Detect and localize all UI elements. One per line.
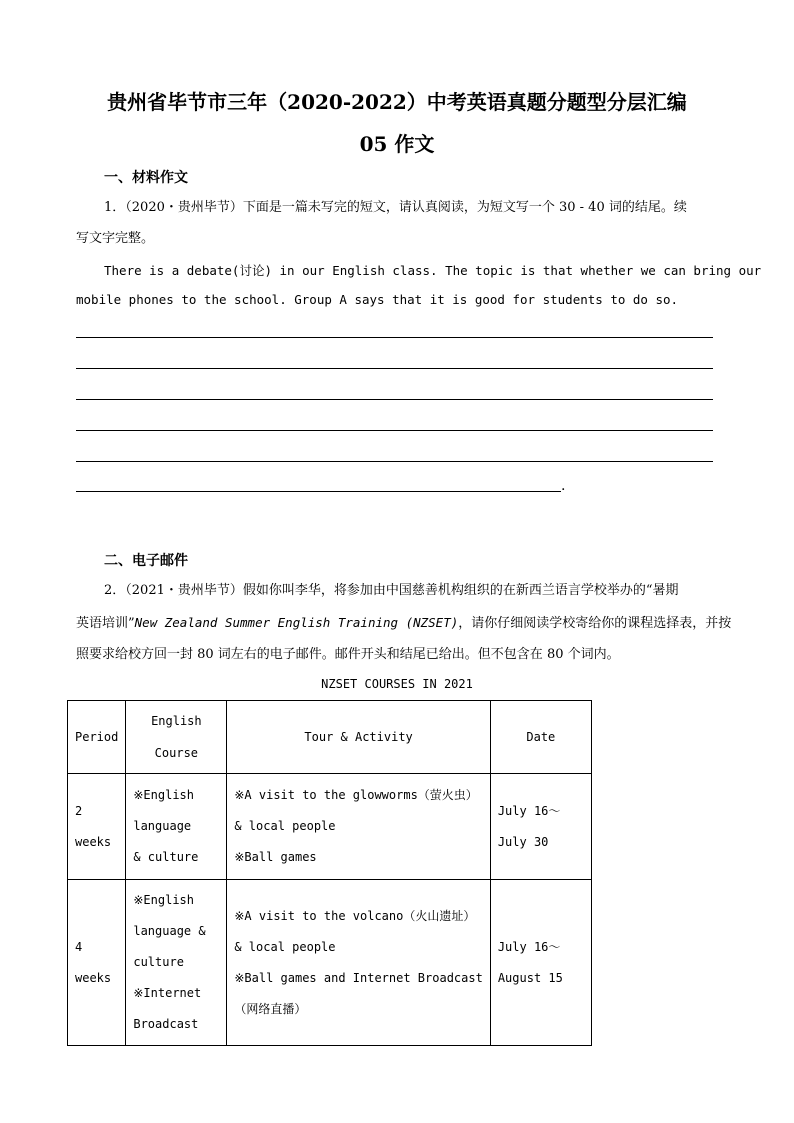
question-2-training-cn: 英语培训” (76, 616, 135, 631)
answer-line[interactable] (76, 399, 713, 400)
row-2-tour-line: ※A visit to the volcano（火山遗址） (234, 908, 476, 923)
row-1-period-unit: weeks (75, 834, 112, 849)
passage-line-1: There is a debate(讨论) in our English class. The topic is that whether we can bring our (104, 263, 762, 278)
answer-line[interactable] (76, 368, 713, 369)
row-1-course-line: & culture (133, 850, 199, 864)
question-1-intro: 1．（2020・贵州毕节）下面是一篇未写完的短文，请认真阅读，为短文写一个 30 - 40 词的结尾。续 (104, 200, 687, 215)
section-heading-email: 二、电子邮件 (104, 553, 188, 569)
row-1-period (68, 774, 126, 880)
answer-line[interactable] (76, 430, 713, 431)
end-period: . (561, 478, 566, 494)
row-1-course-line: language (133, 819, 192, 833)
table-row (68, 880, 592, 1046)
row-2-course-line: language & (133, 924, 206, 938)
question-2-training-en: New Zealand Summer English Training (NZSET) (134, 615, 459, 630)
row-2-tour-line: ※Ball games and Internet Broadcast (234, 970, 483, 985)
row-2-course-line: culture (133, 955, 184, 969)
row-1-tour (227, 774, 490, 880)
row-2-tour-line: & local people (234, 939, 336, 954)
row-2-period-number: 4 (75, 939, 83, 954)
row-1-course-line: ※English (133, 788, 194, 802)
row-2-period (68, 880, 126, 1046)
courses-table (67, 700, 592, 1046)
row-1-period-number: 2 (75, 803, 83, 818)
row-2-course-line: Broadcast (133, 1017, 199, 1031)
row-1-date-end: July 30 (497, 834, 549, 849)
question-2-line-1: 2．（2021・贵州毕节）假如你叫李华，将参加由中国慈善机构组织的在新西兰语言学校举办的“暑期 (104, 583, 679, 598)
row-1-tour-line: ※A visit to the glowworms（萤火虫） (234, 788, 478, 802)
table-header-row (68, 701, 592, 774)
row-1-date-start: July 16～ (497, 803, 561, 818)
table-caption: NZSET COURSES IN 2021 (321, 677, 473, 691)
document-subtitle: 05 作文 (359, 132, 435, 156)
row-2-tour-line: （网络直播） (234, 1001, 307, 1016)
table-row (68, 774, 592, 880)
question-2-line-2-rest: ，请你仔细阅读学校寄给你的课程选择表，并按 (458, 616, 732, 631)
row-2-course (126, 880, 227, 1046)
document-title: 贵州省毕节市三年（2020-2022）中考英语真题分题型分层汇编 (107, 90, 687, 114)
header-tour: Tour & Activity (227, 701, 490, 774)
header-course-line-2: Course (154, 746, 199, 760)
row-2-period-unit: weeks (75, 970, 112, 985)
answer-line[interactable] (76, 337, 713, 338)
header-period: Period (68, 701, 126, 774)
row-2-date-end: August 15 (497, 970, 563, 985)
row-1-tour-line: ※Ball games (234, 850, 317, 864)
row-2-date (490, 880, 591, 1046)
answer-line-last[interactable] (76, 491, 561, 492)
header-course (126, 701, 227, 774)
row-2-tour (227, 880, 490, 1046)
passage-line-2: mobile phones to the school. Group A says that it is good for students to do so. (76, 292, 679, 307)
row-1-course (126, 774, 227, 880)
question-2-line-2 (76, 613, 731, 634)
row-1-tour-line: & local people (234, 819, 336, 833)
row-2-date-start: July 16～ (497, 939, 561, 954)
row-1-date (490, 774, 591, 880)
section-heading-material-writing: 一、材料作文 (104, 170, 188, 186)
question-1-intro-line2: 写文字完整。 (76, 231, 155, 246)
row-2-course-line: ※Internet (133, 986, 202, 1000)
answer-line[interactable] (76, 461, 713, 462)
header-date: Date (490, 701, 591, 774)
row-2-course-line: ※English (133, 893, 194, 907)
question-2-line-3: 照要求给校方回一封 80 词左右的电子邮件。邮件开头和结尾已给出。但不包含在 80 个词内。 (76, 647, 620, 662)
header-course-line-1: English (151, 714, 202, 728)
